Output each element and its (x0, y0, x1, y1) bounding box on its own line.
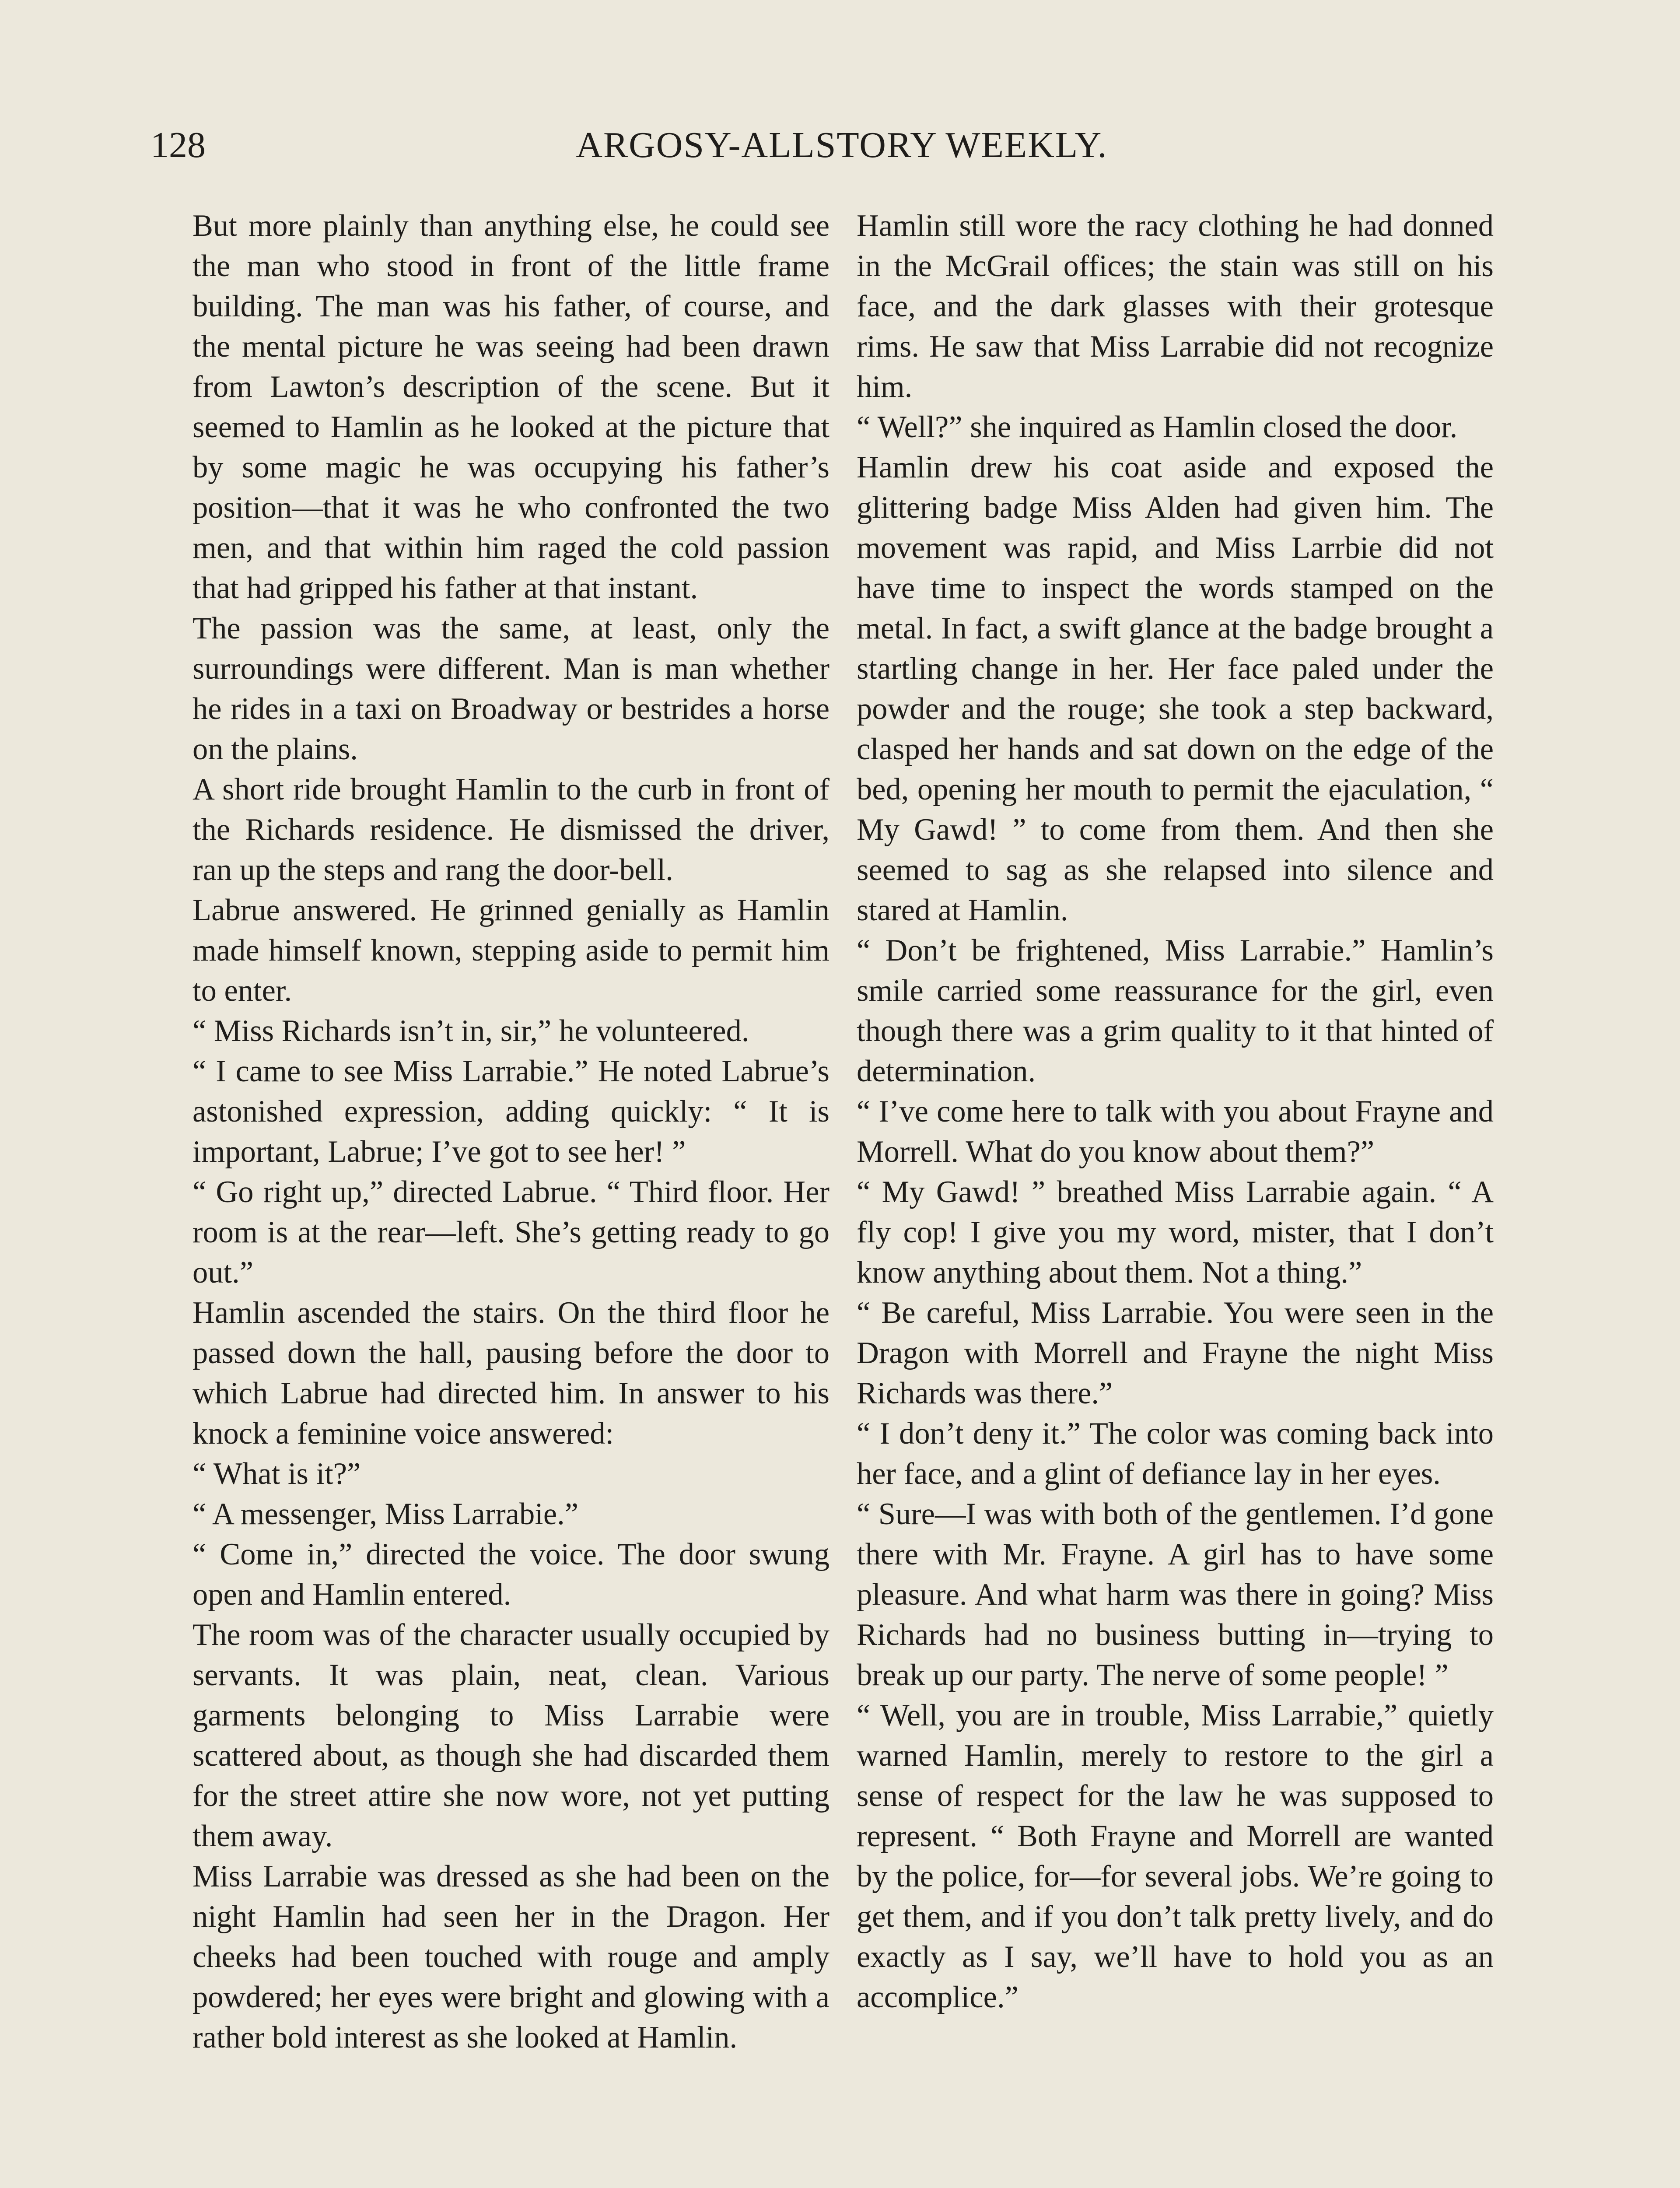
page-header (150, 123, 1533, 180)
paragraph: “ My Gawd! ” breathed Miss Larrabie again. “ A fly cop! I give you my word, mister, that I don’t know anything about them. Not a thing.” (857, 1175, 1494, 1290)
paragraph: “ I came to see Miss Larrabie.” He noted Labrue’s astonished expression, adding quickly: “ It is important, Labrue; I’ve got to see her! ” (192, 1054, 830, 1169)
paragraph: “ Sure—I was with both of the gentlemen. I’d gone there with Mr. Frayne. A girl has to have some pleasure. And what harm was there in going? Miss Richards had no business butting in—trying to break up our party. The nerve of some people! ” (857, 1497, 1494, 1692)
paragraph: “ Well, you are in trouble, Miss Larrabie,” quietly warned Hamlin, merely to restore to the girl a sense of respect for the law he was supposed to represent. “ Both Frayne and Morrell are wanted by the police, for—for several jobs. We’re going to get them, and if you don’t talk pretty lively, and do exactly as I say, we’ll have to hold you as an accomplice.” (857, 1698, 1494, 2014)
paragraph: Hamlin still wore the racy clothing he had donned in the McGrail offices; the stain was still on his face, and the dark glasses with their grotesque rims. He saw that Miss Larrabie did not recognize him. (857, 209, 1494, 404)
paragraph: “ Come in,” directed the voice. The door swung open and Hamlin entered. (192, 1537, 830, 1612)
right-column (857, 206, 1494, 2017)
running-head: ARGOSY-ALLSTORY WEEKLY. (576, 125, 1108, 165)
paragraph: The passion was the same, at least, only the surroundings were different. Man is man whether he rides in a taxi on Broadway or bestrides a horse on the plains. (192, 611, 830, 766)
paragraph: Hamlin ascended the stairs. On the third floor he passed down the hall, pausing before the door to which Labrue had directed him. In answer to his knock a feminine voice answered: (192, 1296, 830, 1451)
paragraph: “ Be careful, Miss Larrabie. You were seen in the Dragon with Morrell and Frayne the night Miss Richards was there.” (857, 1296, 1494, 1410)
paragraph: Miss Larrabie was dressed as she had been on the night Hamlin had seen her in the Dragon. Her cheeks had been touched with rouge and amply powdered; her eyes were bright and glowing with a rather bold interest as she looked at Hamlin. (192, 1859, 830, 2055)
paragraph: “ Well?” she inquired as Hamlin closed the door. (857, 410, 1458, 444)
paragraph: “ I’ve come here to talk with you about Frayne and Morrell. What do you know about them?” (857, 1094, 1494, 1169)
paragraph: But more plainly than anything else, he could see the man who stood in front of the little frame building. The man was his father, of course, and the mental picture he was seeing had been drawn from Lawton’s description of the scene. But it seemed to Hamlin as he looked at the picture that by some magic he was occupying his father’s position—that it was he who confronted the two men, and that within him raged the cold passion that had gripped his father at that instant. (192, 209, 830, 605)
paragraph: “ I don’t deny it.” The color was coming back into her face, and a glint of defiance lay in her eyes. (857, 1417, 1494, 1491)
paragraph: “ A messenger, Miss Larrabie.” (192, 1497, 579, 1531)
paragraph: Hamlin drew his coat aside and exposed the glittering badge Miss Alden had given him. The movement was rapid, and Miss Larrbie did not have time to inspect the words stamped on the metal. In fact, a swift glance at the badge brought a startling change in her. Her face paled under the powder and the rouge; she took a step backward, clasped her hands and sat down on the edge of the bed, opening her mouth to permit the ejaculation, “ My Gawd! ” to come from them. And then she seemed to sag as she relapsed into silence and stared at Hamlin. (857, 450, 1494, 927)
paragraph: “ Don’t be frightened, Miss Larrabie.” Hamlin’s smile carried some reassurance for the girl, even though there was a grim quality to it that hinted of determination. (857, 933, 1494, 1088)
paragraph: A short ride brought Hamlin to the curb in front of the Richards residence. He dismissed the driver, ran up the steps and rang the door-bell. (192, 772, 830, 887)
paragraph: “ Miss Richards isn’t in, sir,” he volunteered. (192, 1014, 749, 1048)
paragraph: “ Go right up,” directed Labrue. “ Third floor. Her room is at the rear—left. She’s getting ready to go out.” (192, 1175, 830, 1290)
paragraph: The room was of the character usually occupied by servants. It was plain, neat, clean. Various garments belonging to Miss Larrabie were scattered about, as though she had discarded them for the street attire she now wore, not yet putting them away. (192, 1618, 830, 1853)
paragraph: Labrue answered. He grinned genially as Hamlin made himself known, stepping aside to permit him to enter. (192, 893, 830, 1008)
paragraph: “ What is it?” (192, 1457, 361, 1491)
left-column (192, 206, 830, 2058)
page-number: 128 (150, 125, 206, 165)
